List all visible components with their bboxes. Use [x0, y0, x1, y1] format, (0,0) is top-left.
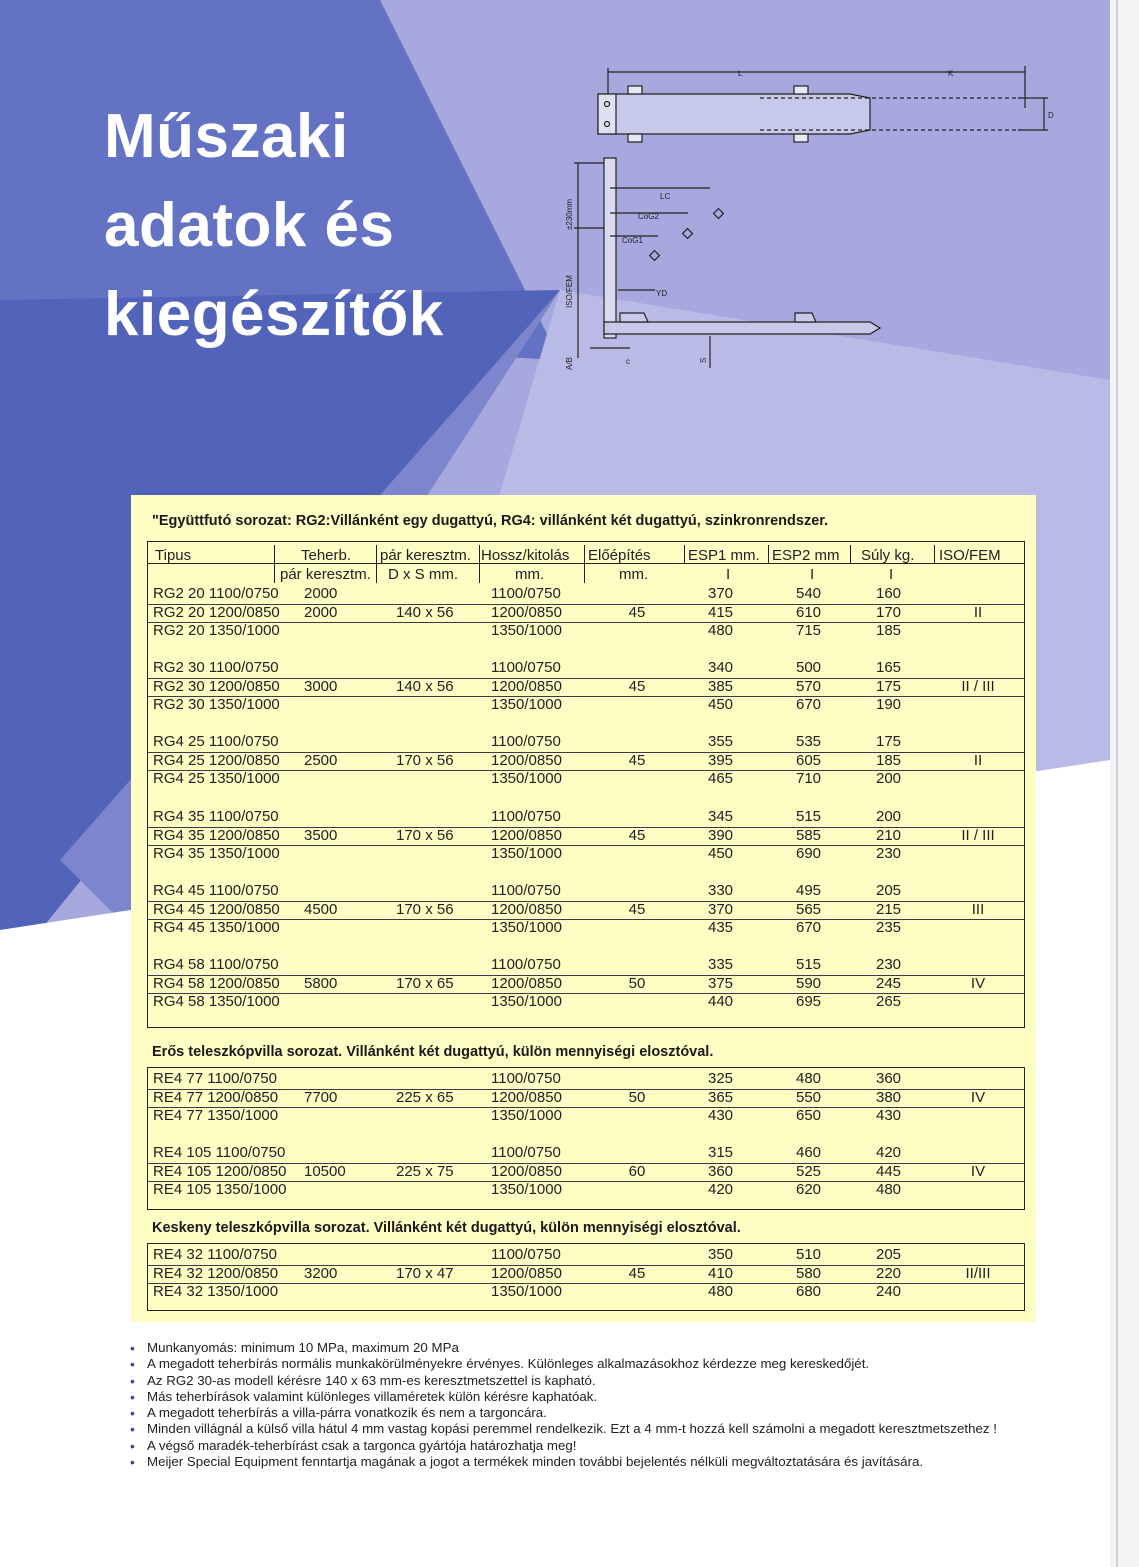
header-length-unit: mm.	[515, 566, 545, 583]
cell-type: RE4 105 1200/0850	[153, 1162, 287, 1180]
cell-length: 1100/0750	[491, 882, 561, 899]
cell-length: 1200/0850	[491, 603, 562, 621]
cell-esp2: 715	[796, 622, 822, 639]
header-divider	[147, 563, 1025, 564]
cell-esp2: 620	[796, 1181, 822, 1198]
table-row	[148, 956, 1024, 976]
cell-preset: 50	[628, 1088, 646, 1106]
cell-esp2: 510	[796, 1246, 822, 1263]
table-row	[148, 733, 1024, 753]
cell-esp1: 355	[708, 733, 734, 750]
table-row	[148, 993, 1024, 1012]
note-item: • Más teherbírások valamint különleges villaméretek külön kérésre kaphatóak.	[130, 1389, 1090, 1405]
dim-label-l: L	[738, 69, 743, 78]
dim-label-cog1: CoG1	[622, 236, 643, 245]
dim-label-yd: YD	[656, 289, 668, 298]
cell-esp2: 580	[796, 1264, 822, 1282]
cell-section: 170 x 56	[396, 900, 454, 918]
cell-section: 170 x 56	[396, 751, 454, 769]
cell-length: 1350/1000	[491, 919, 562, 936]
header-section: pár keresztm.	[380, 547, 471, 564]
header-esp2: ESP2 mm	[772, 547, 840, 564]
cell-weight: 200	[876, 808, 902, 825]
cell-esp1: 340	[708, 659, 734, 676]
column-divider	[274, 545, 275, 583]
section-heading-heavy-telescopic: Erős teleszkópvilla sorozat. Villánként két dugattyú, külön mennyiségi elosztóval.	[152, 1044, 714, 1060]
cell-preset: 60	[628, 1162, 646, 1180]
table-row	[148, 919, 1024, 938]
table-row	[148, 975, 1024, 995]
cell-load: 2000	[304, 603, 338, 621]
cell-esp2: 565	[796, 900, 822, 918]
header-type: Tipus	[155, 547, 192, 564]
cell-type: RG4 58 1350/1000	[153, 993, 280, 1010]
table-row	[148, 1265, 1024, 1285]
cell-length: 1350/1000	[491, 770, 562, 787]
table-row	[148, 1163, 1024, 1183]
cell-esp1: 390	[708, 826, 734, 844]
cell-type: RE4 32 1350/1000	[153, 1283, 279, 1300]
cell-iso-fem: IV	[970, 974, 986, 992]
section-heading-synchronous: "Együttfutó sorozat: RG2:Villánként egy dugattyú, RG4: villánként két dugattyú, szinkronrendszer.	[152, 513, 829, 529]
cell-length: 1200/0850	[491, 900, 562, 918]
cell-esp2: 570	[796, 677, 822, 695]
cell-iso-fem: II / III	[961, 826, 995, 844]
cell-esp1: 480	[708, 1283, 734, 1300]
cell-length: 1200/0850	[491, 751, 562, 769]
header-esp2-unit: I	[810, 566, 815, 583]
cell-preset: 50	[628, 974, 646, 992]
cell-section: 140 x 56	[396, 603, 454, 621]
cell-esp1: 450	[708, 845, 734, 862]
cell-esp2: 695	[796, 993, 822, 1010]
note-item: • A megadott teherbírás a villa-párra vonatkozik és nem a targoncára.	[130, 1405, 1090, 1421]
cell-esp1: 370	[708, 585, 734, 602]
cell-esp1: 435	[708, 919, 734, 936]
cell-type: RG4 35 1350/1000	[153, 845, 280, 862]
dim-label-230mm: ±230mm	[565, 198, 574, 230]
cell-esp2: 540	[796, 585, 822, 602]
cell-weight: 445	[876, 1162, 902, 1180]
cell-esp1: 335	[708, 956, 734, 973]
table-row	[148, 622, 1024, 641]
cell-esp2: 710	[796, 770, 822, 787]
cell-length: 1200/0850	[491, 677, 562, 695]
cell-iso-fem: IV	[970, 1162, 986, 1180]
cell-load: 7700	[304, 1088, 338, 1106]
cell-length: 1200/0850	[491, 826, 562, 844]
cell-iso-fem: II	[973, 751, 983, 769]
cell-esp2: 495	[796, 882, 822, 899]
cell-esp2: 670	[796, 919, 822, 936]
cell-esp1: 395	[708, 751, 734, 769]
cell-weight: 215	[876, 900, 902, 918]
cell-esp2: 500	[796, 659, 822, 676]
title-line: adatok és	[104, 191, 395, 260]
cell-esp1: 430	[708, 1107, 734, 1124]
cell-type: RG4 25 1100/0750	[153, 733, 279, 750]
header-iso-fem: ISO/FEM	[939, 547, 1001, 564]
cell-weight: 360	[876, 1070, 902, 1087]
cell-weight: 200	[876, 770, 902, 787]
dim-label-iso-fem: ISO/FEM	[565, 275, 574, 308]
cell-preset: 45	[628, 677, 646, 695]
header-weight: Súly kg.	[861, 547, 915, 564]
header-esp1: ESP1 mm.	[688, 547, 760, 564]
cell-type: RG4 58 1100/0750	[153, 956, 279, 973]
cell-type: RG4 35 1100/0750	[153, 808, 279, 825]
cell-esp1: 370	[708, 900, 734, 918]
cell-length: 1200/0850	[491, 1088, 562, 1106]
cell-weight: 165	[876, 659, 902, 676]
column-divider	[684, 545, 685, 563]
cell-esp1: 345	[708, 808, 734, 825]
cell-weight: 420	[876, 1144, 902, 1161]
cell-iso-fem: III	[971, 900, 985, 918]
cell-esp1: 465	[708, 770, 734, 787]
cell-esp1: 415	[708, 603, 734, 621]
table-row	[148, 678, 1024, 698]
cell-preset: 45	[628, 603, 646, 621]
cell-type: RG2 20 1200/0850	[153, 603, 280, 621]
table-row	[148, 845, 1024, 864]
cell-esp2: 690	[796, 845, 822, 862]
dim-label-s: S	[699, 357, 708, 363]
note-item: • A megadott teherbírás normális munkakörülményekre érvényes. Különleges alkalmazásokhoz kérdezze meg kereskedőjét.	[130, 1356, 1090, 1372]
cell-weight: 190	[876, 696, 902, 713]
table-row	[148, 1181, 1024, 1200]
cell-weight: 230	[876, 845, 902, 862]
note-item: • Az RG2 30-as modell kérésre 140 x 63 mm-es keresztmetszettel is kapható.	[130, 1373, 1090, 1389]
cell-preset: 45	[628, 826, 646, 844]
cell-length: 1200/0850	[491, 974, 562, 992]
cell-weight: 220	[876, 1264, 902, 1282]
cell-esp1: 375	[708, 974, 734, 992]
header-length: Hossz/kitolás	[481, 547, 570, 564]
table-row	[148, 1070, 1024, 1090]
cell-type: RG4 25 1200/0850	[153, 751, 280, 769]
cell-weight: 205	[876, 1246, 902, 1263]
cell-esp1: 330	[708, 882, 734, 899]
table-row	[148, 1246, 1024, 1266]
cell-esp1: 360	[708, 1162, 734, 1180]
cell-type: RG2 20 1350/1000	[153, 622, 280, 639]
dim-label-cog2: CoG2	[638, 212, 659, 221]
cell-load: 5800	[304, 974, 338, 992]
header-load: Teherb.	[301, 547, 352, 564]
cell-preset: 45	[628, 751, 646, 769]
cell-weight: 235	[876, 919, 902, 936]
cell-length: 1350/1000	[491, 696, 562, 713]
note-item: • Munkanyomás: minimum 10 MPa, maximum 20 MPa	[130, 1340, 1090, 1356]
cell-esp2: 515	[796, 808, 822, 825]
cell-esp1: 385	[708, 677, 734, 695]
header-preset-unit: mm.	[619, 566, 649, 583]
cell-type: RG2 30 1100/0750	[153, 659, 279, 676]
cell-load: 3000	[304, 677, 338, 695]
cell-length: 1200/0850	[491, 1264, 562, 1282]
cell-esp1: 315	[708, 1144, 734, 1161]
header-preset: Előépítés	[588, 547, 651, 564]
cell-load: 4500	[304, 900, 338, 918]
cell-length: 1100/0750	[491, 585, 561, 602]
column-divider	[768, 545, 769, 563]
cell-weight: 160	[876, 585, 902, 602]
cell-esp2: 460	[796, 1144, 822, 1161]
table-row	[148, 901, 1024, 921]
cell-length: 1100/0750	[491, 1070, 561, 1087]
header-section-unit: D x S mm.	[388, 566, 458, 583]
fork-dimension-diagram	[560, 58, 1060, 388]
cell-length: 1100/0750	[491, 1144, 561, 1161]
cell-esp2: 610	[796, 603, 822, 621]
cell-type: RE4 77 1200/0850	[153, 1088, 279, 1106]
table-row	[148, 1107, 1024, 1126]
cell-type: RE4 105 1350/1000	[153, 1181, 287, 1198]
cell-weight: 185	[876, 622, 902, 639]
column-divider	[584, 545, 585, 583]
cell-length: 1200/0850	[491, 1162, 562, 1180]
cell-load: 10500	[304, 1162, 346, 1180]
cell-weight: 175	[876, 733, 902, 750]
cell-esp1: 440	[708, 993, 734, 1010]
cell-weight: 185	[876, 751, 902, 769]
table-row	[148, 882, 1024, 902]
column-divider	[479, 545, 480, 583]
cell-section: 170 x 56	[396, 826, 454, 844]
table-row	[148, 1283, 1024, 1302]
cell-type: RE4 77 1350/1000	[153, 1107, 279, 1124]
cell-length: 1100/0750	[491, 659, 561, 676]
cell-weight: 170	[876, 603, 902, 621]
dim-label-d: D	[1048, 111, 1054, 120]
table-row	[148, 1089, 1024, 1109]
cell-iso-fem: IV	[970, 1088, 986, 1106]
cell-type: RG4 45 1200/0850	[153, 900, 280, 918]
column-divider	[850, 545, 851, 563]
note-item: • A végső maradék-teherbírást csak a targonca gyártója határozhatja meg!	[130, 1438, 1090, 1454]
cell-weight: 210	[876, 826, 902, 844]
cell-esp2: 590	[796, 974, 822, 992]
cell-esp2: 525	[796, 1162, 822, 1180]
note-item: • Minden villágnál a külső villa hátul 4 mm vastag kopási peremmel rendelkezik. Ezt a 4 mm-t hozzá kell számolni a megadott keresztmetszethez !	[130, 1421, 1090, 1437]
cell-load: 3500	[304, 826, 338, 844]
cell-type: RE4 32 1200/0850	[153, 1264, 279, 1282]
cell-weight: 480	[876, 1181, 902, 1198]
cell-esp1: 350	[708, 1246, 734, 1263]
cell-weight: 245	[876, 974, 902, 992]
cell-section: 140 x 56	[396, 677, 454, 695]
cell-esp1: 365	[708, 1088, 734, 1106]
table-header	[147, 541, 1025, 583]
cell-esp2: 550	[796, 1088, 822, 1106]
column-divider	[376, 545, 377, 583]
note-item: • Meijer Special Equipment fenntartja magának a jogot a termékek minden további bejelentés nélküli megváltoztatására és javítására.	[130, 1454, 1090, 1470]
cell-section: 170 x 47	[396, 1264, 454, 1282]
cell-preset: 45	[628, 900, 646, 918]
table-row	[148, 585, 1024, 605]
cell-esp1: 480	[708, 622, 734, 639]
cell-esp2: 585	[796, 826, 822, 844]
cell-esp2: 515	[796, 956, 822, 973]
cell-esp1: 450	[708, 696, 734, 713]
table-row	[148, 696, 1024, 715]
cell-weight: 205	[876, 882, 902, 899]
cell-type: RG4 58 1200/0850	[153, 974, 280, 992]
cell-esp2: 535	[796, 733, 822, 750]
cell-iso-fem: II / III	[961, 677, 995, 695]
cell-weight: 175	[876, 677, 902, 695]
table-row	[148, 808, 1024, 828]
table-row	[148, 770, 1024, 789]
cell-load: 3200	[304, 1264, 338, 1282]
table-row	[148, 604, 1024, 624]
cell-iso-fem: II	[973, 603, 983, 621]
cell-type: RG2 20 1100/0750	[153, 585, 279, 602]
cell-length: 1350/1000	[491, 1181, 562, 1198]
cell-length: 1350/1000	[491, 1283, 562, 1300]
cell-type: RE4 105 1100/0750	[153, 1144, 286, 1161]
cell-length: 1100/0750	[491, 808, 561, 825]
cell-type: RG4 45 1350/1000	[153, 919, 280, 936]
cell-weight: 380	[876, 1088, 902, 1106]
cell-type: RG2 30 1200/0850	[153, 677, 280, 695]
title-line: kiegészítők	[104, 280, 444, 349]
notes-list	[130, 1340, 1090, 1470]
dim-label-lc: LC	[660, 192, 671, 201]
cell-section: 225 x 65	[396, 1088, 454, 1106]
header-weight-unit: I	[889, 566, 894, 583]
cell-section: 170 x 65	[396, 974, 454, 992]
cell-length: 1100/0750	[491, 1246, 561, 1263]
cell-preset: 45	[628, 1264, 646, 1282]
cell-length: 1100/0750	[491, 956, 561, 973]
cell-iso-fem: II/III	[965, 1264, 991, 1282]
cell-weight: 430	[876, 1107, 902, 1124]
cell-type: RG2 30 1350/1000	[153, 696, 280, 713]
table-row	[148, 659, 1024, 679]
header-load-unit: pár keresztm.	[280, 566, 371, 583]
page-title	[104, 92, 444, 359]
cell-weight: 265	[876, 993, 902, 1010]
cell-type: RE4 77 1100/0750	[153, 1070, 277, 1087]
dim-label-c: c	[626, 357, 630, 366]
cell-type: RG4 25 1350/1000	[153, 770, 280, 787]
cell-length: 1350/1000	[491, 845, 562, 862]
table-row	[148, 752, 1024, 772]
dim-label-ab: A/B	[565, 357, 574, 370]
dim-label-k: K	[948, 69, 954, 78]
cell-esp2: 680	[796, 1283, 822, 1300]
cell-esp2: 650	[796, 1107, 822, 1124]
cell-esp1: 325	[708, 1070, 734, 1087]
cell-esp2: 605	[796, 751, 822, 769]
section-heading-narrow-telescopic: Keskeny teleszkópvilla sorozat. Villánként két dugattyú, külön mennyiségi elosztóval.	[152, 1220, 741, 1236]
cell-section: 225 x 75	[396, 1162, 454, 1180]
cell-length: 1350/1000	[491, 622, 562, 639]
cell-esp2: 670	[796, 696, 822, 713]
table-row	[148, 827, 1024, 847]
table-row	[148, 1144, 1024, 1164]
cell-type: RG4 45 1100/0750	[153, 882, 279, 899]
cell-esp1: 410	[708, 1264, 734, 1282]
title-line: Műszaki	[104, 102, 349, 171]
cell-length: 1350/1000	[491, 993, 562, 1010]
cell-load: 2500	[304, 751, 338, 769]
cell-length: 1100/0750	[491, 733, 561, 750]
cell-type: RG4 35 1200/0850	[153, 826, 280, 844]
header-esp1-unit: I	[726, 566, 731, 583]
cell-length: 1350/1000	[491, 1107, 562, 1124]
cell-esp1: 420	[708, 1181, 734, 1198]
cell-type: RE4 32 1100/0750	[153, 1246, 277, 1263]
cell-esp2: 480	[796, 1070, 822, 1087]
column-divider	[934, 545, 935, 563]
cell-load: 2000	[304, 585, 338, 602]
cell-weight: 240	[876, 1283, 902, 1300]
cell-weight: 230	[876, 956, 902, 973]
